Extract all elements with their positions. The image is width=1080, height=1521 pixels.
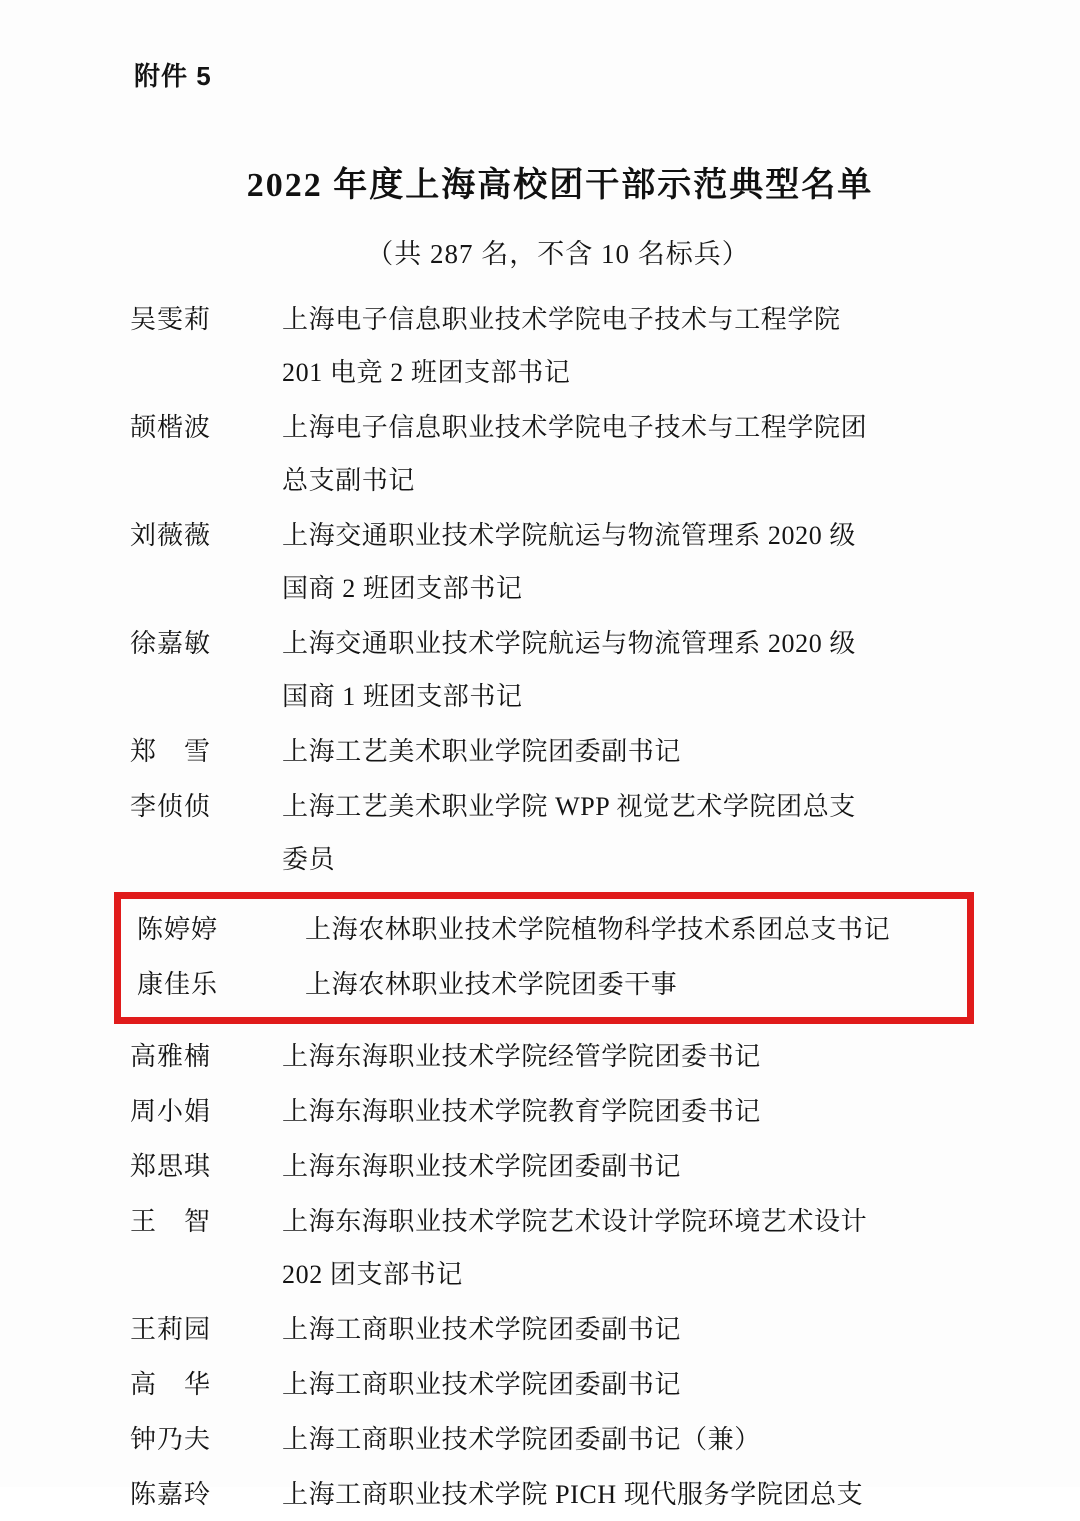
- entry-description: [305, 903, 953, 956]
- entry-description-line: 国商 1 班团支部书记: [282, 682, 523, 711]
- entry-description-line: 上海东海职业技术学院教育学院团委书记: [282, 1097, 761, 1126]
- name-list-bottom: [130, 1030, 960, 1521]
- entry-description: [282, 617, 960, 723]
- entry-name: 高 华: [130, 1370, 212, 1399]
- list-item: [130, 1468, 960, 1521]
- highlight-annotation-box: [114, 892, 974, 1024]
- entry-name: 刘薇薇: [130, 521, 212, 550]
- entry-description: [282, 1468, 960, 1521]
- entry-description-line: 总支副书记: [282, 466, 416, 495]
- entry-description-line: 上海工商职业技术学院团委副书记（兼）: [282, 1425, 761, 1454]
- list-item: [130, 780, 960, 886]
- entry-description-line: 国商 2 班团支部书记: [282, 574, 523, 603]
- page-title: 2022 年度上海高校团干部示范典型名单: [246, 167, 874, 204]
- entry-name: 钟乃夫: [130, 1425, 212, 1454]
- entry-description: [282, 1413, 960, 1466]
- entry-description: [282, 725, 960, 778]
- page-subtitle: （共 287 名，不含 10 名标兵）: [366, 239, 750, 269]
- entry-name: 周小娟: [130, 1097, 212, 1126]
- attachment-label: 附件 5: [134, 61, 212, 91]
- entry-description: [282, 1030, 960, 1083]
- entry-description-line: 上海工商职业技术学院团委副书记: [282, 1315, 682, 1344]
- entry-description: [282, 509, 960, 615]
- entry-description: [282, 293, 960, 399]
- entry-description-line: 上海农林职业技术学院植物科学技术系团总支书记: [305, 915, 891, 944]
- list-item: [130, 1030, 960, 1083]
- entry-description-line: 上海农林职业技术学院团委干事: [305, 970, 678, 999]
- entry-description-line: 上海电子信息职业技术学院电子技术与工程学院: [282, 305, 841, 334]
- list-item: [130, 1195, 960, 1301]
- entry-description-line: 上海东海职业技术学院艺术设计学院环境艺术设计: [282, 1207, 868, 1236]
- entry-description-line: 202 团支部书记: [282, 1260, 463, 1289]
- entry-name: 颉楷波: [130, 413, 212, 442]
- entry-name: 郑思琪: [130, 1152, 212, 1181]
- entry-description-line: 上海交通职业技术学院航运与物流管理系 2020 级: [282, 629, 857, 658]
- entry-description: [282, 1303, 960, 1356]
- entry-name: 陈嘉玲: [130, 1480, 212, 1509]
- entry-description-line: 上海东海职业技术学院团委副书记: [282, 1152, 682, 1181]
- list-item: [130, 1358, 960, 1411]
- entry-description: [282, 401, 960, 507]
- entry-description-line: 上海交通职业技术学院航运与物流管理系 2020 级: [282, 521, 857, 550]
- entry-description-line: 上海东海职业技术学院经管学院团委书记: [282, 1042, 761, 1071]
- entry-name: 高雅楠: [130, 1042, 212, 1071]
- entry-description-line: 上海电子信息职业技术学院电子技术与工程学院团: [282, 413, 868, 442]
- list-item: [130, 725, 960, 778]
- list-item: [130, 1085, 960, 1138]
- entry-name: 康佳乐: [137, 970, 219, 999]
- list-item: [130, 1303, 960, 1356]
- entry-description: [282, 1085, 960, 1138]
- entry-name: 吴雯莉: [130, 305, 212, 334]
- entry-description-line: 委员: [282, 845, 336, 874]
- name-list-top: [130, 293, 960, 886]
- list-item: [130, 1140, 960, 1193]
- entry-description-line: 上海工艺美术职业学院团委副书记: [282, 737, 682, 766]
- entry-description-line: 上海工商职业技术学院团委副书记: [282, 1370, 682, 1399]
- entry-name: 王 智: [130, 1207, 212, 1236]
- entry-name: 李侦侦: [130, 792, 212, 821]
- list-item: [130, 617, 960, 723]
- list-item: [137, 903, 953, 956]
- list-item: [130, 1413, 960, 1466]
- entry-name: 郑 雪: [130, 737, 212, 766]
- entry-description-line: 201 电竞 2 班团支部书记: [282, 358, 571, 387]
- entry-description: [282, 1358, 960, 1411]
- entry-description-line: 上海工商职业技术学院 PICH 现代服务学院团总支: [282, 1480, 864, 1509]
- list-item: [137, 958, 953, 1011]
- list-item: [130, 293, 960, 399]
- entry-description: [282, 780, 960, 886]
- entry-description-line: 上海工艺美术职业学院 WPP 视觉艺术学院团总支: [282, 792, 856, 821]
- entry-description: [282, 1195, 960, 1301]
- entry-name: 徐嘉敏: [130, 629, 212, 658]
- entry-description: [305, 958, 953, 1011]
- entry-description: [282, 1140, 960, 1193]
- list-item: [130, 509, 960, 615]
- entry-name: 陈婷婷: [137, 915, 219, 944]
- entry-name: 王莉园: [130, 1315, 212, 1344]
- list-item: [130, 401, 960, 507]
